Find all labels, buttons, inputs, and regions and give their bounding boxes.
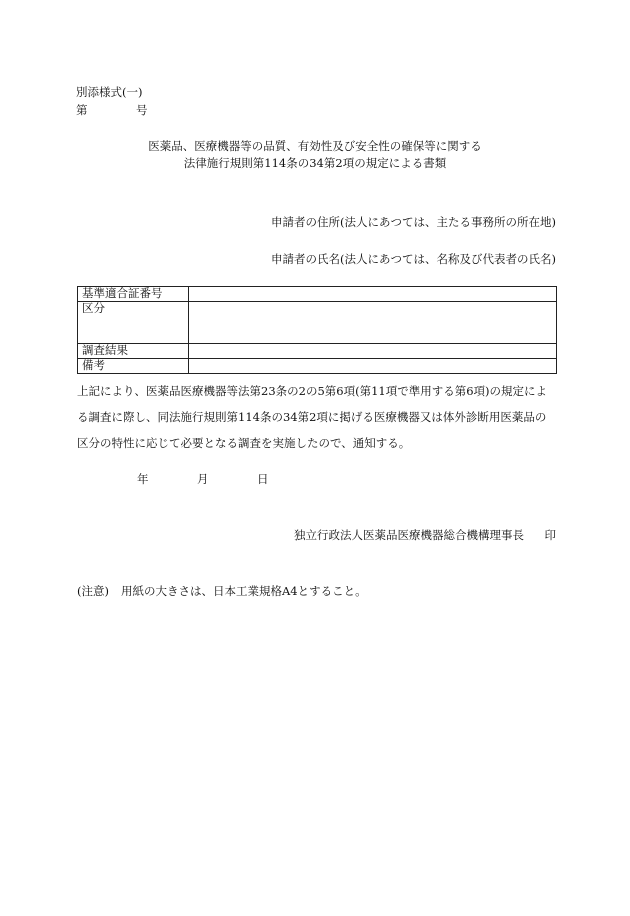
table-row-category <box>78 302 557 344</box>
document-number-suffix: 号 <box>136 103 148 117</box>
date-year-label: 年 <box>137 472 149 486</box>
table-row-inspection-result <box>78 344 557 359</box>
notice-body-line-3: 区分の特性に応じて必要となる調査を実施したので、通知する。 <box>77 436 411 450</box>
category-label: 区分 <box>78 302 189 344</box>
note <box>77 583 367 599</box>
document-title-line-2: 法律施行規則第114条の34第2項の規定による書類 <box>183 156 447 170</box>
date-month-label: 月 <box>197 472 209 486</box>
remarks-value <box>189 359 557 374</box>
table-row-certificate-number <box>78 287 557 302</box>
certificate-number-value <box>189 287 557 302</box>
issuer-name: 独立行政法人医薬品医療機器総合機構理事長 <box>294 528 524 542</box>
notice-body <box>77 378 567 456</box>
certificate-info-table <box>77 286 557 374</box>
certificate-number-label: 基準適合証番号 <box>78 287 189 302</box>
inspection-result-label: 調査結果 <box>78 344 189 359</box>
date-day-label: 日 <box>257 472 269 486</box>
document-title-line-1: 医薬品、医療機器等の品質、有効性及び安全性の確保等に関する <box>148 139 482 153</box>
category-value <box>189 302 557 344</box>
document-number-prefix: 第 <box>76 103 88 117</box>
remarks-label: 備考 <box>78 359 189 374</box>
note-text: 用紙の大きさは、日本工業規格A4とすること。 <box>120 584 367 598</box>
form-label: 別添様式(一) <box>76 85 143 99</box>
notice-body-line-1: 上記により、医薬品医療機器等法第23条の2の5第6項(第11項で準用する第6項)の規定によ <box>77 384 548 398</box>
seal-mark: 印 <box>544 528 556 542</box>
note-label: (注意) <box>77 584 109 598</box>
applicant-address-label: 申請者の住所(法人にあつては、主たる事務所の所在地) <box>271 215 556 229</box>
applicant-name-label: 申請者の氏名(法人にあつては、名称及び代表者の氏名) <box>271 252 556 266</box>
table-row-remarks <box>78 359 557 374</box>
inspection-result-value <box>189 344 557 359</box>
notice-body-line-2: る調査に際し、同法施行規則第114条の34第2項に掲げる医療機器又は体外診断用医薬品の <box>77 410 547 424</box>
